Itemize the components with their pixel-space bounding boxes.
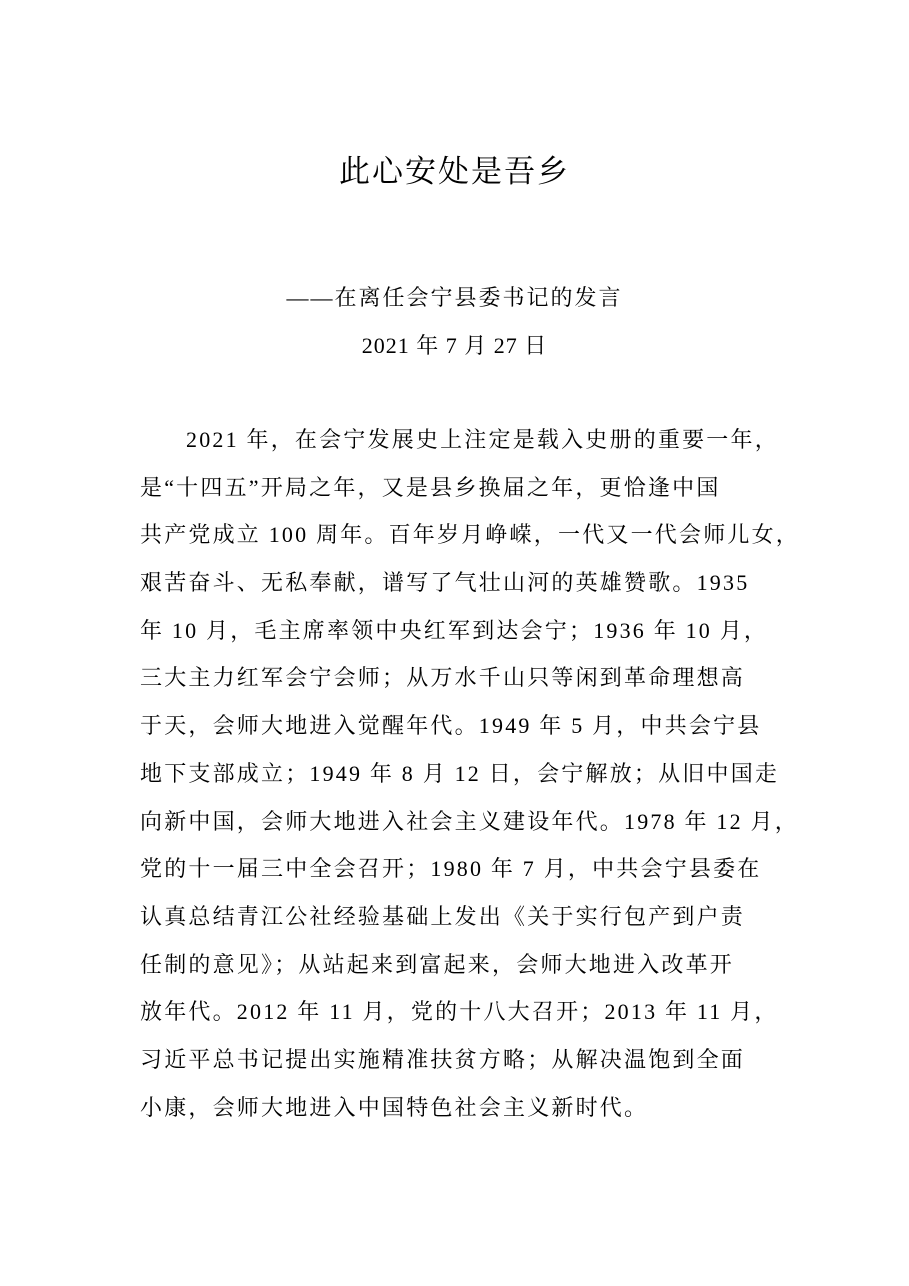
body-line: 于天，会师大地进入觉醒年代。1949 年 5 月，中共会宁县 [140, 713, 762, 739]
document-body [140, 416, 830, 1131]
body-line: 地下支部成立；1949 年 8 月 12 日，会宁解放；从旧中国走 [140, 760, 780, 786]
document-title: 此心安处是吾乡 [339, 154, 570, 190]
body-line: 党的十一届三中全会召开；1980 年 7 月，中共会宁县委在 [140, 856, 762, 882]
body-line: 共产党成立 100 周年。百年岁月峥嵘，一代又一代会师儿女， [140, 522, 801, 548]
body-line: 是“十四五”开局之年，又是县乡换届之年，更恰逢中国 [140, 474, 721, 500]
body-line: 放年代。2012 年 11 月，党的十八大召开；2013 年 11 月， [140, 999, 779, 1025]
body-line: 三大主力红军会宁会师；从万水千山只等闲到革命理想高 [140, 665, 746, 691]
body-line: 2021 年，在会宁发展史上注定是载入史册的重要一年， [186, 427, 779, 452]
body-line: 习近平总书记提出实施精准扶贫方略；从解决温饱到全面 [140, 1046, 746, 1072]
body-line: 认真总结青江公社经验基础上发出《关于实行包产到户责 [140, 903, 746, 929]
body-line: 艰苦奋斗、无私奉献，谱写了气壮山河的英雄赞歌。1935 [140, 570, 750, 596]
body-line: 任制的意见》；从站起来到富起来，会师大地进入改革开 [140, 951, 735, 977]
body-line: 年 10 月，毛主席率领中央红军到达会宁；1936 年 10 月， [140, 617, 769, 643]
document-subtitle: ——在离任会宁县委书记的发言 [286, 285, 623, 310]
document-date: 2021 年 7 月 27 日 [361, 333, 548, 358]
body-line: 小康，会师大地进入中国特色社会主义新时代。 [140, 1094, 649, 1120]
body-line: 向新中国，会师大地进入社会主义建设年代。1978 年 12 月， [140, 808, 799, 834]
